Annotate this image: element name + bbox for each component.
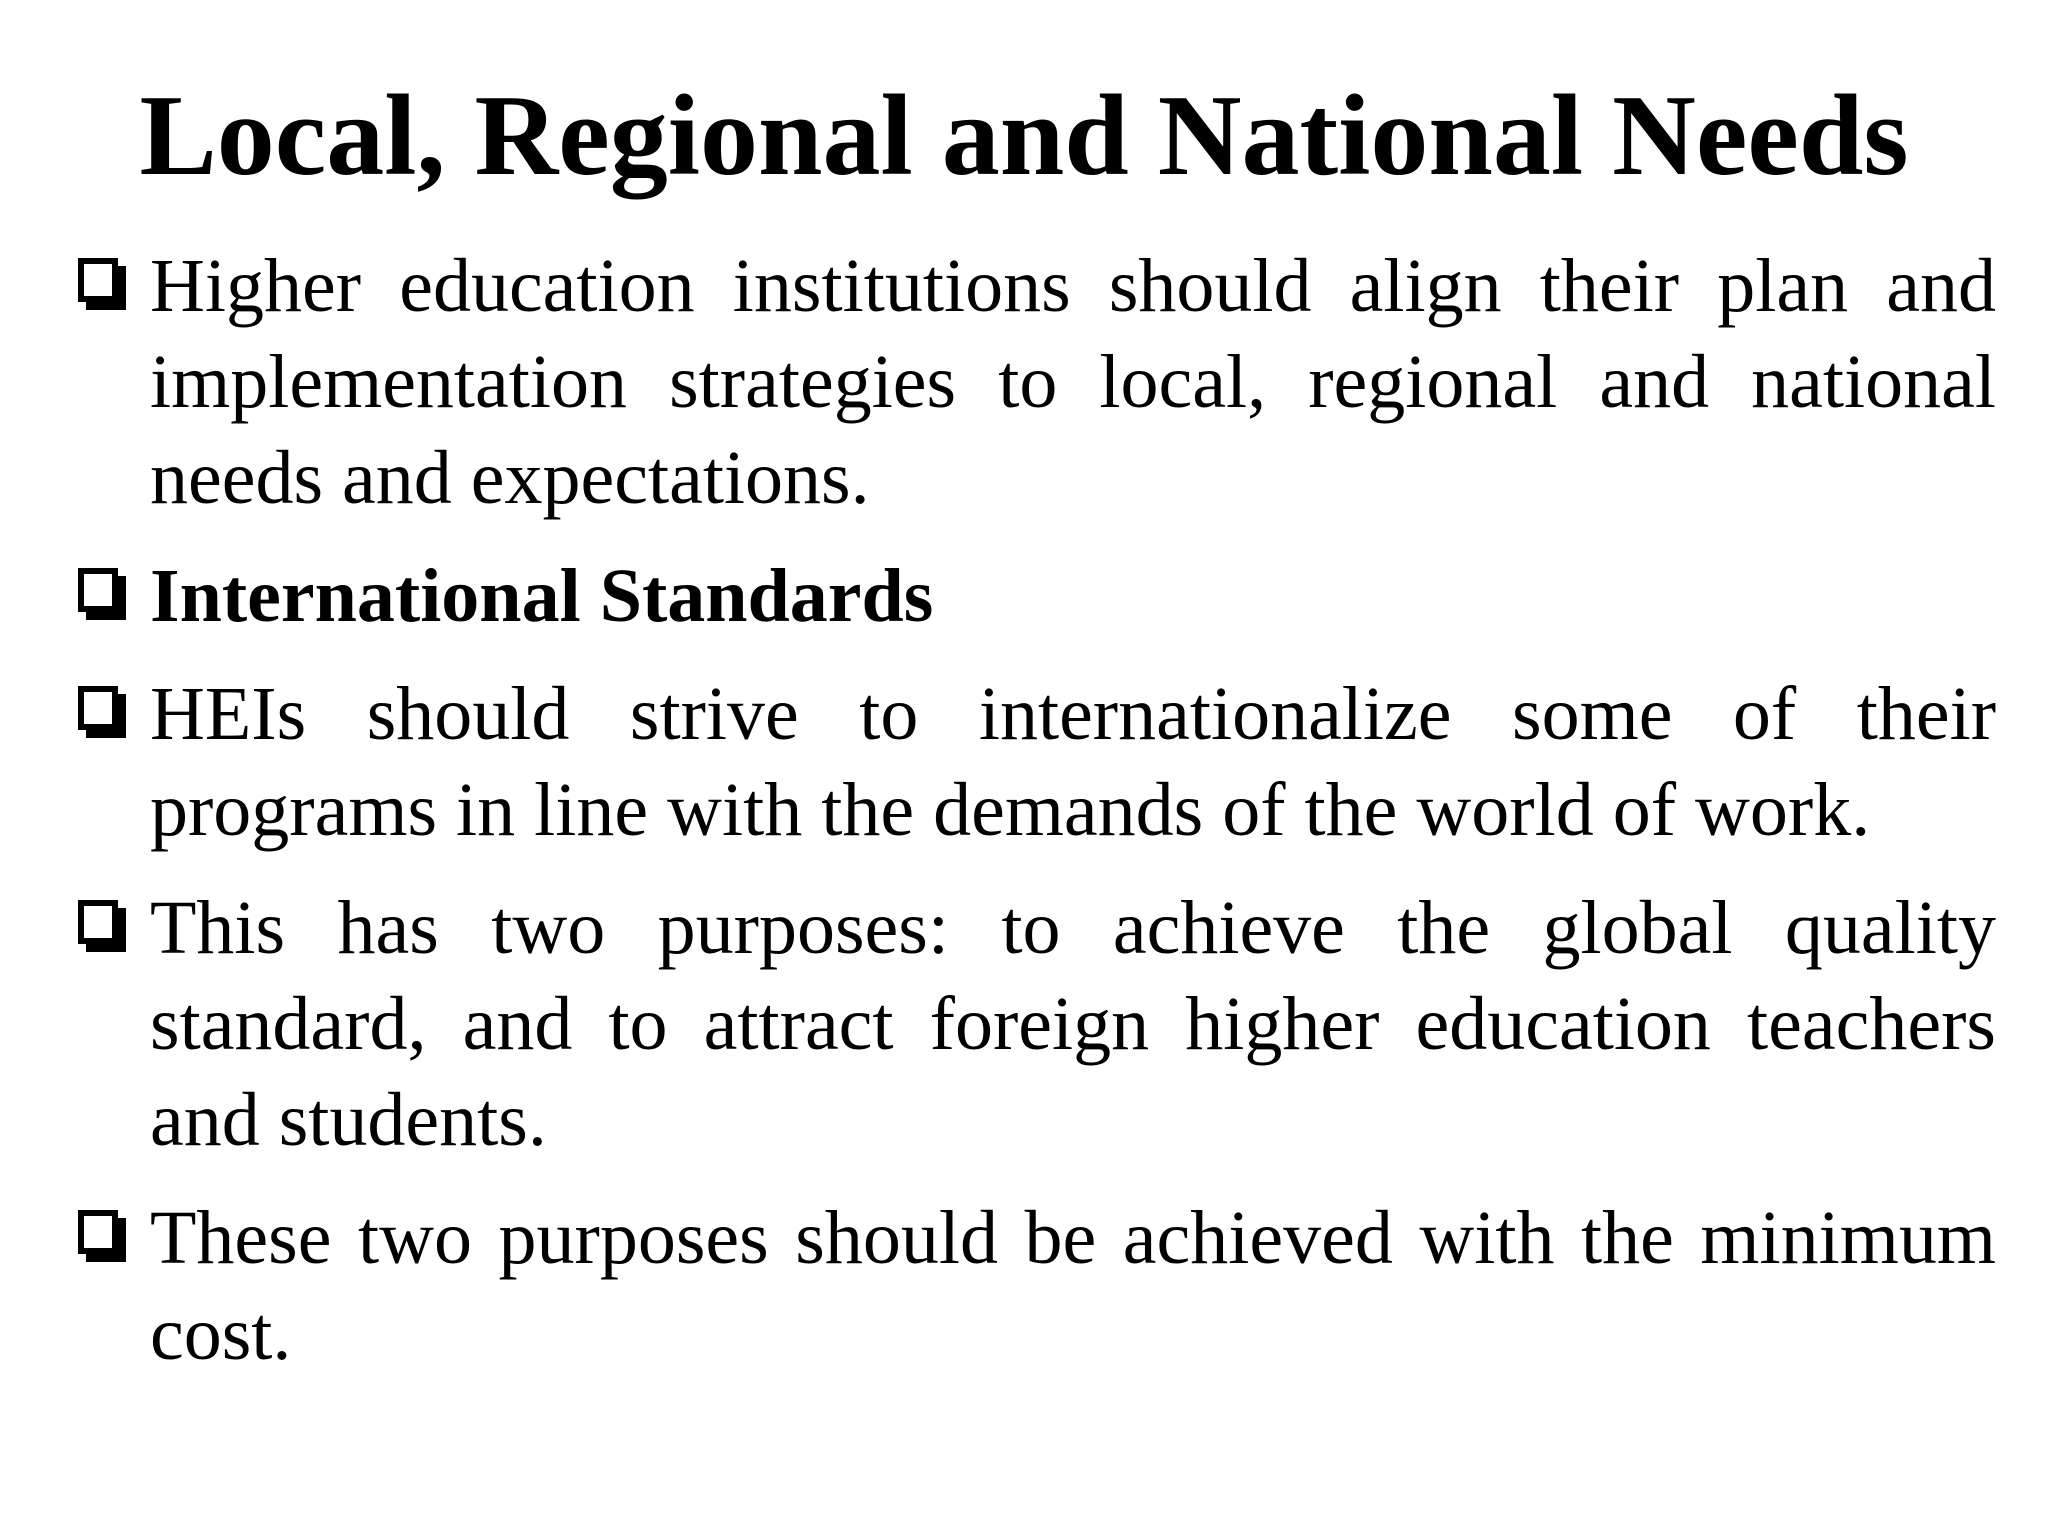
checkbox-bullet-icon — [78, 686, 128, 740]
bullet-item — [76, 1190, 1996, 1382]
checkbox-bullet-icon — [78, 258, 128, 312]
bullet-text: Higher education institutions should align their plan and implementation strategies to local, regional and national needs and expectations. — [150, 244, 1996, 520]
bullet-item-heading — [76, 548, 1996, 644]
bullet-item — [76, 666, 1996, 858]
bullet-list — [76, 238, 1996, 1404]
bullet-text: HEIs should strive to internationalize some of their programs in line with the demands of the world of work. — [150, 672, 1996, 852]
bullet-item — [76, 238, 1996, 526]
bullet-text: This has two purposes: to achieve the global quality standard, and to attract foreign higher education teachers and students. — [150, 886, 1996, 1162]
checkbox-bullet-icon — [78, 568, 128, 622]
checkbox-bullet-icon — [78, 1210, 128, 1264]
bullet-text: International Standards — [150, 554, 934, 638]
bullet-item — [76, 880, 1996, 1168]
bullet-text: These two purposes should be achieved with the minimum cost. — [150, 1196, 1996, 1376]
slide-title: Local, Regional and National Needs — [139, 72, 1909, 200]
checkbox-bullet-icon — [78, 900, 128, 954]
